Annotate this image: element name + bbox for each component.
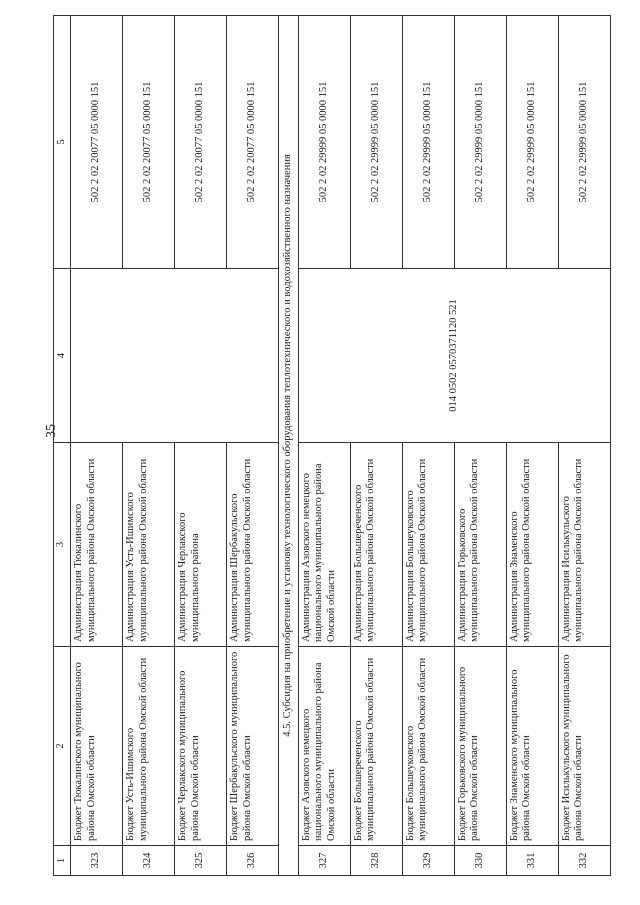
row-number: 327	[298, 846, 350, 876]
header-cell: 3	[54, 443, 71, 647]
admin-cell: Администрация Азовского немецкого национального муниципального района Омской области	[298, 443, 350, 647]
header-cell: 4	[54, 269, 71, 443]
header-row	[54, 16, 71, 876]
row-number: 330	[454, 846, 506, 876]
row-number: 331	[506, 846, 558, 876]
row-number: 332	[558, 846, 610, 876]
admin-cell: Администрация Усть-Ишимского муниципального района Омской области	[123, 443, 175, 647]
code-cell: 502 2 02 20077 05 0000 151	[227, 16, 279, 269]
table-row	[175, 16, 227, 876]
budget-cell: Бюджет Горьковского муниципального района Омской области	[454, 647, 506, 846]
rotated-table-container	[53, 31, 588, 876]
code-cell: 502 2 02 29999 05 0000 151	[350, 16, 402, 269]
budget-cell: Бюджет Азовского немецкого национального муниципального района Омской области	[298, 647, 350, 846]
table-row	[350, 16, 402, 876]
row-number: 326	[227, 846, 279, 876]
budget-cell: Бюджет Усть-Ишимского муниципального района Омской области	[123, 647, 175, 846]
budget-cell: Бюджет Знаменского муниципального района Омской области	[506, 647, 558, 846]
shared-code-cell: 014 0502 0570371120 521	[298, 269, 610, 443]
page-number: 35	[44, 424, 59, 438]
budget-cell: Бюджет Исилькульского муниципального района Омской области	[558, 647, 610, 846]
table-row	[506, 16, 558, 876]
table-row	[71, 16, 123, 876]
code-cell: 502 2 02 20077 05 0000 151	[123, 16, 175, 269]
row-number: 324	[123, 846, 175, 876]
admin-cell: Администрация Черлакского муниципального района	[175, 443, 227, 647]
row-number: 323	[71, 846, 123, 876]
budget-cell: Бюджет Большереченского муниципального района Омской области	[350, 647, 402, 846]
code-cell: 502 2 02 29999 05 0000 151	[402, 16, 454, 269]
admin-cell: Администрация Шербакульского муниципального района Омской области	[227, 443, 279, 647]
header-cell: 2	[54, 647, 71, 846]
table-row	[298, 16, 350, 876]
admin-cell: Администрация Исилькульского муниципального района Омской области	[558, 443, 610, 647]
code-cell: 502 2 02 29999 05 0000 151	[506, 16, 558, 269]
admin-cell: Администрация Большеуковского муниципального района Омской области	[402, 443, 454, 647]
budget-cell: Бюджет Тюкалинского муниципального района Омской области	[71, 647, 123, 846]
row-number: 329	[402, 846, 454, 876]
code-cell: 502 2 02 20077 05 0000 151	[175, 16, 227, 269]
section-title: 4.5. Субсидия на приобретение и установку технологического оборудования теплотехнического и водохозяйственного назначения	[279, 16, 299, 876]
budget-cell: Бюджет Черлакского муниципального района Омской области	[175, 647, 227, 846]
header-cell: 5	[54, 16, 71, 269]
table-row	[454, 16, 506, 876]
code-cell: 502 2 02 29999 05 0000 151	[298, 16, 350, 269]
budget-cell: Бюджет Шербакульского муниципального района Омской области	[227, 647, 279, 846]
row-number: 325	[175, 846, 227, 876]
admin-cell: Администрация Тюкалинского муниципального района Омской области	[71, 443, 123, 647]
header-cell: 1	[54, 846, 71, 876]
code-cell: 502 2 02 20077 05 0000 151	[71, 16, 123, 269]
table-row	[227, 16, 279, 876]
row-number: 328	[350, 846, 402, 876]
code-cell: 502 2 02 29999 05 0000 151	[558, 16, 610, 269]
admin-cell: Администрация Большереченского муниципального района Омской области	[350, 443, 402, 647]
section-row	[279, 16, 299, 876]
admin-cell: Администрация Горьковского муниципального района Омской области	[454, 443, 506, 647]
budget-cell: Бюджет Большеуковского муниципального района Омской области	[402, 647, 454, 846]
code-cell: 502 2 02 29999 05 0000 151	[454, 16, 506, 269]
code4-cell-empty	[71, 269, 279, 443]
table-row	[558, 16, 610, 876]
admin-cell: Администрация Знаменского муниципального района Омской области	[506, 443, 558, 647]
table-row	[402, 16, 454, 876]
budget-table	[53, 15, 611, 876]
table-row	[123, 16, 175, 876]
